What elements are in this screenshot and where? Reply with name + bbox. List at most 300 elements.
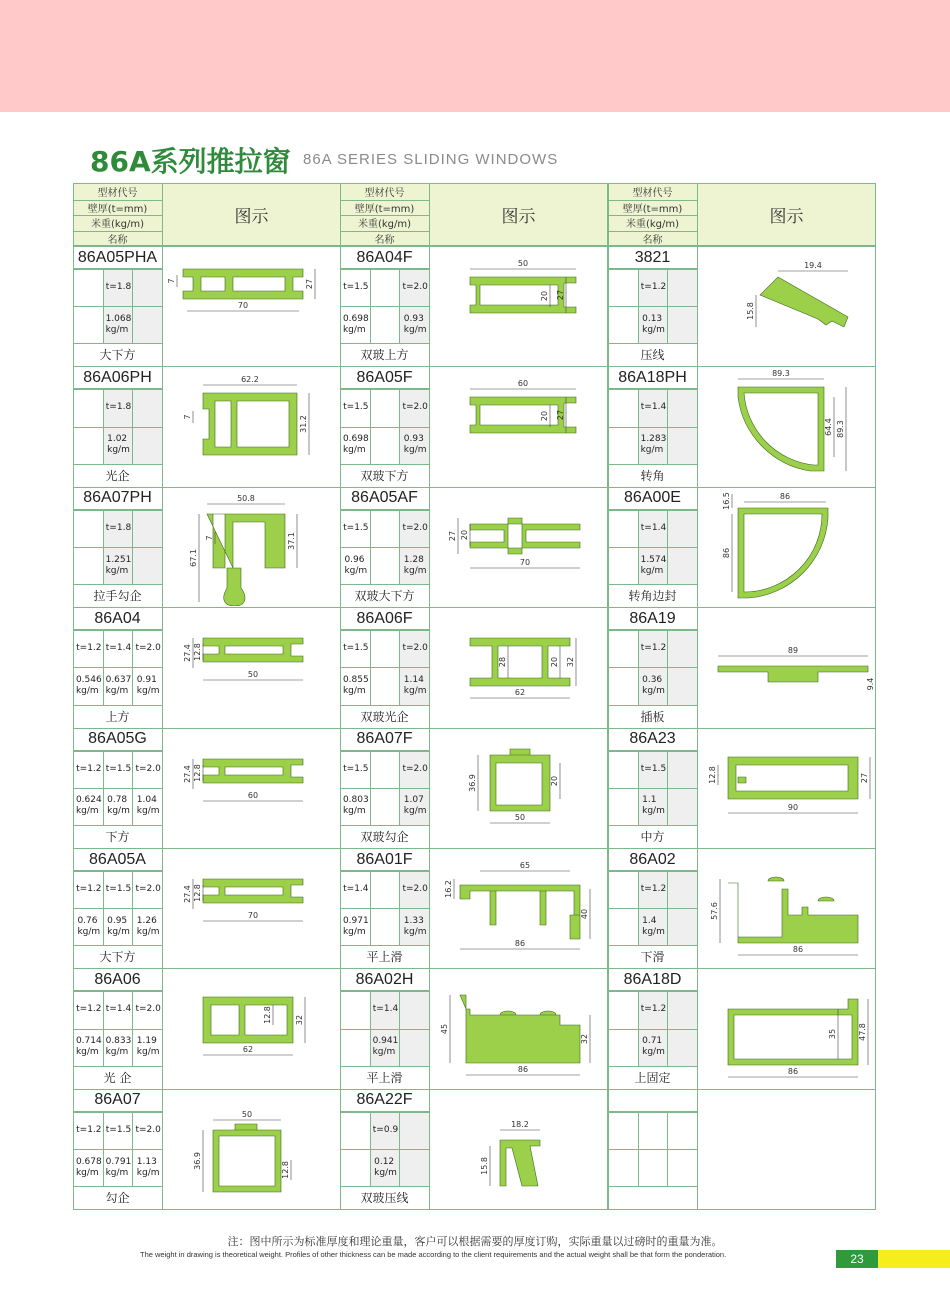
thickness-subcell — [608, 991, 639, 1029]
thickness-subcell — [340, 1112, 371, 1150]
dim-label: 36.9 — [468, 773, 478, 792]
page-title: 86A系列推拉窗 — [90, 145, 291, 178]
dim-label: 50 — [517, 258, 529, 268]
weight-subcell — [667, 788, 698, 826]
profile-name: 下方 — [105, 830, 130, 844]
profile-drawing — [698, 969, 875, 1087]
thickness-subcell — [608, 871, 639, 909]
dim-label: 27 — [555, 289, 565, 301]
thickness-value: t=2.0 — [402, 402, 428, 413]
profile-code: 86A05F — [356, 368, 413, 386]
weight-value: 0.78 kg/m — [107, 795, 130, 817]
profile-name: 双玻勾企 — [360, 830, 409, 844]
weight-value: 1.26 kg/m — [136, 915, 160, 937]
profile-code: 86A05PHA — [77, 248, 158, 266]
weight-value: 1.33 kg/m — [403, 915, 427, 937]
profile-code: 86A23 — [629, 730, 676, 748]
weight-subcell — [370, 667, 401, 705]
weight-subcell — [667, 427, 698, 465]
thickness-value: t=2.0 — [135, 763, 161, 774]
weight-value: 0.95 kg/m — [107, 915, 130, 937]
weight-value: 0.678 kg/m — [75, 1156, 102, 1178]
profile-code: 86A06PH — [83, 368, 152, 386]
dim-label: 12.8 — [193, 884, 203, 902]
dim-label: 20 — [549, 657, 559, 668]
profile-name: 双玻上方 — [360, 348, 409, 363]
weight-value: 1.28 kg/m — [403, 554, 427, 576]
header-label-2: 米重(kg/m) — [90, 219, 145, 230]
dim-label: 40 — [579, 908, 589, 920]
dim-label: 7 — [183, 414, 193, 420]
thickness-subcell — [370, 510, 401, 548]
profile-drawing — [698, 247, 875, 365]
dim-label: 18.2 — [511, 1119, 529, 1129]
thickness-value: t=2.0 — [402, 282, 428, 293]
thickness-value: t=1.4 — [640, 402, 667, 413]
dim-label: 57.6 — [710, 902, 720, 920]
dim-label: 16.5 — [722, 491, 732, 510]
profile-drawing — [698, 729, 875, 847]
dim-label: 19.4 — [804, 260, 822, 270]
dim-label: 62 — [242, 1045, 254, 1055]
thickness-subcell — [638, 1112, 669, 1150]
profile-code: 86A05G — [88, 730, 147, 748]
dim-label: 27 — [304, 278, 314, 290]
drawing-cell — [697, 1089, 876, 1210]
dim-label: 31.2 — [298, 415, 308, 434]
thickness-subcell — [399, 1112, 430, 1150]
profile-code: 86A07PH — [83, 489, 152, 507]
weight-value: 1.283 kg/m — [640, 434, 667, 456]
thickness-subcell — [370, 269, 401, 307]
dim-label: 27.4 — [183, 885, 193, 903]
profile-name: 中方 — [640, 830, 665, 844]
weight-subcell — [73, 306, 104, 344]
thickness-subcell — [608, 389, 639, 427]
thickness-value: t=1.4 — [372, 1004, 399, 1015]
dim-label: 27 — [555, 410, 565, 421]
thickness-subcell — [73, 389, 104, 427]
dim-label: 50 — [247, 670, 259, 680]
thickness-value: t=1.2 — [640, 1004, 667, 1015]
weight-value: 0.714 kg/m — [75, 1036, 102, 1058]
dim-label: 90 — [787, 802, 799, 812]
weight-subcell — [73, 547, 104, 585]
profile-code: 86A07 — [94, 1091, 141, 1109]
dim-label: 20 — [539, 290, 549, 302]
weight-subcell — [667, 667, 698, 705]
dim-label: 20 — [460, 529, 470, 540]
weight-subcell — [370, 547, 401, 585]
header-label-3: 名称 — [642, 234, 663, 246]
profile-drawing — [430, 367, 607, 485]
thickness-value: t=0.9 — [372, 1124, 399, 1135]
header-label-1: 壁厚(t=mm) — [87, 203, 148, 215]
weight-subcell — [340, 1029, 371, 1067]
profile-drawing — [163, 969, 340, 1087]
thickness-value: t=1.5 — [343, 402, 369, 413]
weight-subcell — [667, 908, 698, 946]
dim-label: 15.8 — [746, 302, 756, 320]
weight-value: 1.02 kg/m — [107, 434, 130, 456]
weight-value: 1.1 kg/m — [642, 795, 665, 817]
weight-value: 0.971 kg/m — [342, 915, 369, 937]
dim-label: 50 — [241, 1109, 253, 1119]
weight-subcell — [608, 1149, 639, 1187]
weight-subcell — [667, 306, 698, 344]
thickness-value: t=2.0 — [135, 643, 161, 654]
weight-value: 0.941 kg/m — [372, 1036, 399, 1058]
weight-value: 0.36 kg/m — [642, 674, 665, 696]
thickness-subcell — [399, 991, 430, 1029]
dim-label: 28 — [498, 657, 508, 668]
profile-name: 下滑 — [640, 950, 665, 965]
weight-value: 0.96 kg/m — [344, 554, 368, 576]
profile-name: 光企 — [105, 468, 130, 483]
profile-code: 86A06F — [356, 609, 413, 627]
profile-name: 双玻压线 — [360, 1191, 409, 1206]
profile-drawing — [698, 367, 875, 485]
footnote-chinese: 注：图中所示为标准厚度和理论重量，客户可以根据需要的厚度订购，实际重量以过磅时的重量为准。 — [227, 1235, 723, 1248]
profile-code: 86A02 — [629, 850, 676, 868]
dim-label: 62.2 — [241, 375, 259, 385]
weight-value: 0.803 kg/m — [342, 795, 369, 817]
thickness-value: t=2.0 — [135, 884, 161, 895]
profile-code: 86A01F — [356, 850, 413, 868]
header-label-3: 名称 — [107, 234, 128, 246]
profile-code: 86A18PH — [618, 368, 687, 386]
dim-label: 70 — [237, 300, 249, 310]
dim-label: 86 — [792, 944, 804, 954]
thickness-value: t=1.2 — [640, 643, 667, 654]
weight-value: 0.91 kg/m — [136, 674, 160, 696]
dim-label: 20 — [549, 775, 559, 786]
weight-value: 1.13 kg/m — [136, 1156, 160, 1178]
profile-code: 86A00E — [624, 489, 681, 507]
thickness-value: t=1.5 — [105, 884, 132, 895]
profile-code: 86A05A — [89, 850, 146, 868]
dim-label: 32 — [579, 1034, 589, 1045]
header-label-1: 壁厚(t=mm) — [622, 203, 683, 215]
profile-drawing — [163, 849, 340, 967]
thickness-value: t=1.4 — [640, 522, 667, 533]
dim-label: 36.9 — [193, 1151, 203, 1170]
header-label-0: 型材代号 — [632, 188, 673, 199]
profile-name: 上固定 — [634, 1070, 671, 1085]
thickness-subcell — [73, 269, 104, 307]
thickness-subcell — [667, 991, 698, 1029]
thickness-value: t=1.2 — [640, 884, 667, 895]
weight-subcell — [370, 427, 401, 465]
header-label-3: 名称 — [374, 234, 395, 246]
thickness-value: t=1.8 — [105, 402, 132, 413]
weight-subcell — [608, 667, 639, 705]
thickness-value: t=1.5 — [105, 1124, 132, 1135]
thickness-value: t=1.5 — [343, 282, 369, 293]
dim-label: 86 — [787, 1067, 799, 1077]
profile-name: 双玻大下方 — [354, 589, 415, 604]
dim-label: 12.8 — [708, 765, 718, 784]
dim-label: 37.1 — [286, 531, 296, 550]
thickness-value: t=1.5 — [640, 763, 667, 774]
dim-label: 12.8 — [193, 643, 203, 662]
header-drawing-label: 图示 — [769, 207, 804, 227]
weight-value: 0.624 kg/m — [75, 795, 102, 817]
thickness-value: t=1.5 — [343, 763, 369, 774]
profile-drawing — [698, 608, 875, 726]
dim-label: 64.4 — [823, 418, 833, 437]
thickness-value: t=1.2 — [76, 1004, 102, 1015]
weight-subcell — [667, 1149, 698, 1187]
thickness-subcell — [370, 751, 401, 789]
profile-name: 压线 — [640, 348, 665, 363]
weight-value: 1.574 kg/m — [640, 554, 667, 576]
thickness-subcell — [370, 630, 401, 668]
weight-value: 0.791 kg/m — [105, 1156, 132, 1178]
weight-value: 1.19 kg/m — [136, 1036, 160, 1058]
thickness-value: t=1.4 — [105, 643, 132, 654]
weight-subcell — [132, 427, 163, 465]
thickness-subcell — [667, 871, 698, 909]
profile-name: 上方 — [105, 709, 130, 724]
thickness-value: t=2.0 — [402, 643, 428, 654]
profile-name: 勾企 — [105, 1191, 130, 1206]
header-drawing-label: 图示 — [234, 207, 269, 227]
profile-name: 平上滑 — [366, 950, 403, 965]
thickness-value: t=2.0 — [402, 884, 428, 895]
profile-code: 86A05AF — [351, 489, 418, 507]
thickness-value: t=1.8 — [105, 522, 132, 533]
profile-drawing — [430, 1090, 607, 1208]
dim-label: 12.8 — [280, 1160, 290, 1179]
weight-value: 0.12 kg/m — [374, 1156, 397, 1178]
profile-name: 光 企 — [103, 1070, 132, 1085]
weight-value: 0.698 kg/m — [342, 434, 369, 456]
profile-name: 插板 — [640, 709, 665, 724]
weight-subcell — [132, 306, 163, 344]
dim-label: 67.1 — [189, 548, 199, 567]
thickness-value: t=1.5 — [343, 522, 369, 533]
dim-label: 86 — [514, 938, 526, 948]
profile-drawing — [163, 608, 340, 726]
profile-name: 转角边封 — [628, 589, 677, 604]
thickness-subcell — [608, 269, 639, 307]
dim-label: 9.4 — [865, 677, 875, 691]
header-drawing-label: 图示 — [501, 207, 536, 227]
dim-label: 12.8 — [262, 1006, 272, 1025]
profile-code: 86A18D — [623, 970, 682, 988]
weight-value: 1.14 kg/m — [403, 674, 427, 696]
page-number: 23 — [850, 1252, 864, 1266]
profile-drawing — [163, 488, 340, 606]
dim-label: 70 — [519, 557, 531, 567]
thickness-subcell — [608, 1112, 639, 1150]
profile-drawing — [698, 488, 875, 606]
profile-drawing — [430, 849, 607, 967]
profile-name: 平上滑 — [366, 1070, 403, 1085]
weight-subcell — [608, 788, 639, 826]
profile-drawing — [430, 247, 607, 365]
header-label-0: 型材代号 — [364, 188, 405, 199]
weight-value: 0.93 kg/m — [403, 434, 427, 456]
weight-value: 0.637 kg/m — [105, 674, 132, 696]
dim-label: 89 — [787, 646, 799, 656]
thickness-value: t=2.0 — [402, 763, 428, 774]
thickness-value: t=1.2 — [76, 1124, 102, 1135]
weight-subcell — [667, 547, 698, 585]
dim-label: 60 — [247, 790, 259, 800]
profile-name: 拉手勾企 — [93, 589, 142, 604]
thickness-subcell — [608, 510, 639, 548]
thickness-subcell — [608, 630, 639, 668]
weight-subcell — [608, 908, 639, 946]
weight-value: 1.4 kg/m — [642, 915, 665, 937]
thickness-value: t=2.0 — [135, 1124, 161, 1135]
weight-subcell — [370, 908, 401, 946]
profile-drawing — [163, 367, 340, 485]
weight-value: 0.698 kg/m — [342, 313, 369, 335]
dim-label: 50 — [514, 812, 526, 822]
thickness-subcell — [370, 389, 401, 427]
weight-subcell — [608, 1029, 639, 1067]
profile-code: 3821 — [634, 248, 671, 266]
footnote-english: The weight in drawing is theoretical weight. Profiles of other thickness can be made according to the client requirements and the actual weight shall be that form the ponderation. — [140, 1250, 727, 1259]
profile-code: 86A19 — [629, 609, 676, 627]
thickness-subcell — [370, 871, 401, 909]
weight-subcell — [370, 306, 401, 344]
thickness-value: t=1.2 — [640, 282, 667, 293]
header-label-2: 米重(kg/m) — [357, 219, 412, 230]
weight-value: 0.93 kg/m — [403, 313, 427, 335]
weight-value: 0.546 kg/m — [75, 674, 102, 696]
profile-code: 86A07F — [356, 730, 413, 748]
top-color-band — [0, 0, 950, 112]
profile-name: 大下方 — [99, 950, 136, 965]
weight-subcell — [132, 547, 163, 585]
thickness-value: t=1.8 — [105, 282, 132, 293]
thickness-subcell — [667, 389, 698, 427]
thickness-value: t=1.4 — [105, 1004, 132, 1015]
dim-label: 89.3 — [772, 369, 790, 379]
dim-label: 89.3 — [835, 420, 845, 439]
thickness-value: t=2.0 — [135, 1004, 161, 1015]
thickness-subcell — [340, 991, 371, 1029]
weight-subcell — [608, 547, 639, 585]
weight-value: 0.71 kg/m — [642, 1036, 665, 1058]
weight-subcell — [340, 1149, 371, 1187]
header-label-0: 型材代号 — [97, 188, 138, 199]
profile-name: 双玻下方 — [360, 468, 409, 483]
thickness-subcell — [132, 389, 163, 427]
profile-drawing — [430, 488, 607, 606]
profile-code: 86A22F — [356, 1091, 413, 1109]
thickness-value: t=1.5 — [343, 643, 369, 654]
header-label-2: 米重(kg/m) — [625, 219, 680, 230]
weight-value: 1.251 kg/m — [105, 554, 132, 576]
profile-name: 转角 — [640, 468, 665, 483]
dim-label: 35 — [827, 1029, 837, 1040]
weight-value: 1.07 kg/m — [403, 795, 427, 817]
thickness-subcell — [667, 751, 698, 789]
weight-value: 1.068 kg/m — [105, 313, 132, 335]
thickness-subcell — [73, 510, 104, 548]
thickness-value: t=1.4 — [343, 884, 369, 895]
profile-drawing — [430, 969, 607, 1087]
profile-code: 86A04F — [356, 248, 413, 266]
weight-value: 0.833 kg/m — [105, 1036, 132, 1058]
thickness-value: t=1.2 — [76, 643, 102, 654]
weight-subcell — [370, 788, 401, 826]
profile-drawing — [430, 608, 607, 726]
dim-label: 27.4 — [183, 644, 193, 663]
dim-label: 27 — [859, 772, 869, 783]
dim-label: 12.8 — [193, 763, 203, 782]
thickness-subcell — [667, 510, 698, 548]
profile-drawing — [163, 1090, 340, 1208]
profile-name: 大下方 — [99, 348, 136, 363]
page-title-english: 86A SERIES SLIDING WINDOWS — [303, 151, 559, 168]
dim-label: 20 — [539, 411, 549, 422]
profile-drawing — [163, 729, 340, 847]
dim-label: 7 — [167, 278, 177, 284]
weight-subcell — [399, 1029, 430, 1067]
thickness-subcell — [667, 269, 698, 307]
code-cell — [608, 1089, 698, 1112]
dim-label: 16.2 — [444, 880, 454, 898]
weight-subcell — [667, 1029, 698, 1067]
thickness-value: t=1.5 — [105, 763, 132, 774]
profile-catalog-table — [73, 183, 876, 1211]
thickness-subcell — [132, 510, 163, 548]
name-cell — [608, 1186, 698, 1210]
profile-drawing — [698, 849, 875, 967]
weight-value: 0.13 kg/m — [642, 313, 665, 335]
thickness-value: t=2.0 — [402, 522, 428, 533]
dim-label: 27 — [448, 530, 458, 541]
dim-label: 32 — [294, 1015, 304, 1026]
profile-drawing — [163, 247, 340, 365]
dim-label: 47.8 — [857, 1023, 867, 1042]
weight-value: 1.04 kg/m — [136, 795, 160, 817]
profile-code: 86A04 — [94, 609, 141, 627]
dim-label: 70 — [247, 910, 259, 920]
weight-value: 0.855 kg/m — [342, 674, 369, 696]
dim-label: 86 — [722, 547, 732, 558]
dim-label: 65 — [519, 860, 531, 870]
profile-drawing — [430, 729, 607, 847]
dim-label: 86 — [517, 1065, 529, 1075]
dim-label: 86 — [779, 491, 791, 501]
dim-label: 60 — [517, 379, 529, 389]
thickness-value: t=1.2 — [76, 884, 102, 895]
dim-label: 50.8 — [237, 493, 255, 503]
weight-subcell — [638, 1149, 669, 1187]
profile-code: 86A02H — [355, 970, 414, 988]
profile-name: 双玻光企 — [360, 709, 409, 724]
weight-value: 0.76 kg/m — [77, 915, 101, 937]
thickness-subcell — [667, 630, 698, 668]
dim-label: 62 — [514, 688, 526, 698]
dim-label: 7 — [205, 535, 215, 541]
weight-subcell — [608, 427, 639, 465]
header-label-1: 壁厚(t=mm) — [354, 203, 415, 215]
dim-label: 15.8 — [480, 1156, 490, 1175]
dim-label: 45 — [440, 1024, 450, 1035]
thickness-value: t=1.2 — [76, 763, 102, 774]
dim-label: 27.4 — [183, 764, 193, 783]
profile-code: 86A06 — [94, 970, 141, 988]
weight-subcell — [399, 1149, 430, 1187]
